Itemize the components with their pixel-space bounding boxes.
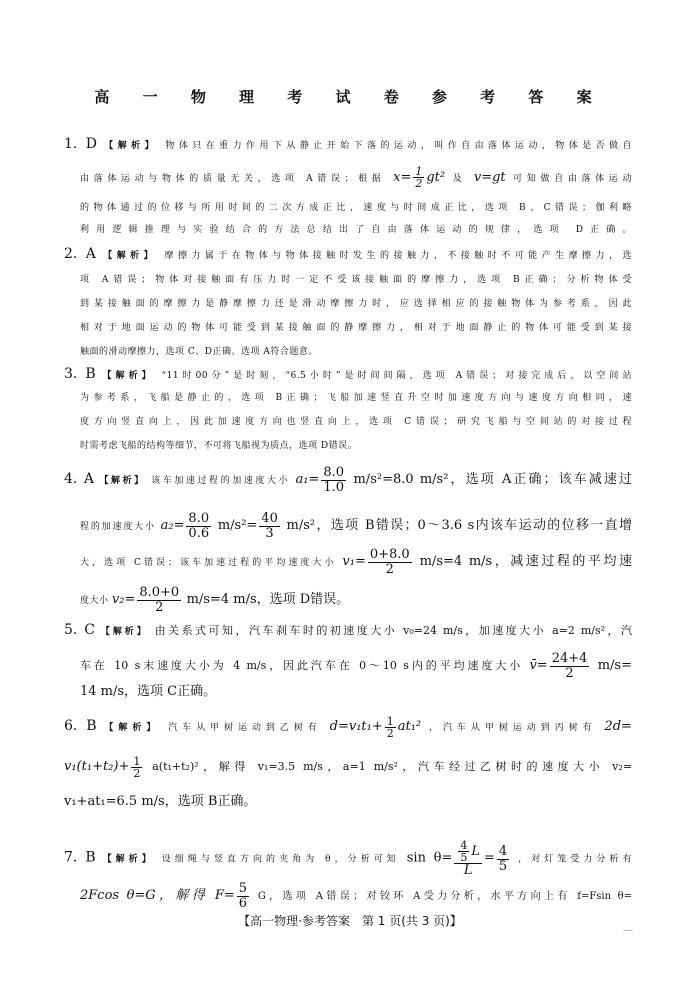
q5-line-1	[64, 622, 632, 640]
q7-number: 7. B	[64, 849, 96, 866]
q2-number: 2. A	[64, 246, 96, 262]
q1-number: 1. D	[64, 136, 97, 152]
q2-line-2: 项 A错误；物体对接触面有压力时一定不受该接触面的摩擦力，选项 B正确；分析物体受	[80, 275, 632, 285]
q2-line-3: 到某接触面的摩擦力是静摩擦力还是滑动摩擦力时，应选择相应的接触物体为参考系，因此	[80, 299, 632, 309]
q3-line-4: 时需考虑飞船的结构等细节，不可将飞船视为质点，选项 D错误。	[80, 441, 358, 451]
q4-text-1b: m/s²=8.0 m/s²，选项 A正确；该车减速过	[353, 472, 632, 487]
q5-number: 5. C	[64, 622, 95, 638]
q5-text-2b: m/s=	[597, 658, 632, 673]
q1-line-3: 的物体通过的位移与所用时间的二次方成正比，速度与时间成正比，选项 B、C错误；伽利略	[80, 203, 632, 213]
q5-fraction: $\frac{24+4}{2}$	[551, 651, 588, 681]
page-title: 高 一 物 理 考 试 卷 参 考 答 案	[94, 88, 606, 106]
q7-fraction-F: $\frac{5}{6}$	[238, 881, 248, 911]
q1-formula-x: x= $\frac{1}{2}$ gt²	[393, 165, 446, 190]
q3-line-1	[64, 366, 632, 384]
q1-text-1: 物体只在重力作用下从静止开始下落的运动，叫作自由落体运动，物体是否做自	[165, 141, 632, 151]
q6-half-1: $\frac{1}{2}$	[386, 715, 394, 740]
q6-line-3	[64, 794, 616, 811]
q7-sin: sin θ=	[406, 850, 453, 866]
q6-text-1a: 汽车从甲树运动到乙树有	[168, 723, 322, 733]
q1-text-2b: 及	[452, 174, 467, 184]
q4-a2: a₂=	[160, 518, 185, 533]
q4-line-2	[80, 512, 632, 541]
q4-text-2b: m/s²=	[217, 518, 258, 533]
q6-formula-1c: 2d=	[604, 719, 632, 734]
page-footer: 【高一物理·参考答案 第 1 页(共 3 页)】	[238, 914, 462, 928]
q1-formula-v: v=gt	[473, 170, 506, 185]
q3-line-3: 度方向竖直向上，因此加速度方向也竖直向上，选项 C错误；研究飞船与空间站的对接过程	[80, 417, 632, 427]
q7-nested-fraction: $\frac{4}{5}$ L L	[454, 840, 482, 878]
q4-text-4b: m/s=4 m/s，选项 D错误。	[186, 592, 350, 607]
q7-line-2	[80, 882, 632, 911]
q7-text-2a: 2Fcos θ=G，解得	[80, 888, 209, 903]
q7-text-1b: ，对灯笼受力分析有	[518, 854, 632, 865]
q6-number: 6. B	[64, 718, 97, 734]
q4-line-4	[80, 586, 632, 615]
q1-line-1	[64, 136, 632, 154]
q4-text-2a: 程的加速度大小	[80, 522, 156, 532]
q6-line-2	[64, 756, 632, 779]
q5-text-2a: 车在 10 s末速度大小为 4 m/s，因此汽车在 0～10 s内的平均速度大小	[80, 659, 524, 672]
q4-text-1a: 该车加速过程的加速度大小	[151, 476, 291, 486]
q6-half-2: $\frac{1}{2}$	[133, 755, 141, 780]
q7-eq: =	[484, 850, 495, 866]
q3-number: 3. B	[64, 366, 96, 382]
q4-text-3b: m/s=4 m/s，减速过程的平均速	[419, 554, 632, 569]
q6-tag: 【解析】	[104, 723, 161, 733]
q5-text-1: 由关系式可知，汽车刹车时的初速度大小 v₀=24 m/s，加速度大小 a=2 m/s²，汽	[154, 624, 632, 637]
q6-text-3: v₁+at₁=6.5 m/s，选项 B正确。	[64, 794, 257, 809]
q3-line-2: 为参考系，飞船是静止的，选项 B正确；飞船加速竖直升空时加速度方向与速度方向相同，速	[80, 393, 632, 403]
q2-line-5: 触面的滑动摩擦力，选项 C、D正确。选项 A符合题意。	[80, 347, 318, 357]
q1-tag: 【解析】	[104, 141, 159, 151]
q3-tag: 【解析】	[102, 371, 155, 381]
q4-number: 4. A	[64, 471, 94, 487]
q1-line-2	[80, 166, 632, 189]
q4-text-3a: 大，选项 C错误；该车加速过程的平均速度大小	[80, 558, 337, 568]
q4-v2: v₂=	[111, 592, 136, 607]
q4-fraction-4: $\frac{0+8.0}{2}$	[369, 547, 410, 577]
q2-line-4: 相对于地面运动的物体可能受到某接触面的静摩擦力，相对于地面静止的物体可能受到某接	[80, 323, 632, 333]
q4-fraction-2: $\frac{8.0}{0.6}$	[188, 511, 210, 541]
q2-line-1	[64, 246, 632, 264]
q1-text-2a: 由落体运动与物体的质量无关，选项 A错误；根据	[80, 174, 386, 184]
q6-text-2b: a(t₁+t₂)²，解得 v₁=3.5 m/s，a=1 m/s²，汽车经过乙树时的速度大小 v₂=	[152, 760, 632, 773]
q7-fraction-ratio: $\frac{4}{5}$	[498, 843, 508, 874]
q2-text-1: 摩擦力属于在物体与物体接触时发生的接触力，不接触时不可能产生摩擦力，选	[164, 251, 632, 261]
q4-fraction-1: $\frac{8.0}{1.0}$	[323, 465, 345, 495]
q4-fraction-5: $\frac{8.0+0}{2}$	[139, 585, 180, 615]
q7-text-1a: 设细绳与竖直方向的夹角为 θ，分析可知	[161, 854, 400, 865]
q7-F: F=	[214, 888, 235, 903]
q7-line-1	[64, 840, 632, 878]
q4-text-4a: 度大小	[80, 596, 109, 606]
q4-v1: v₁=	[342, 554, 366, 569]
q5-line-2	[80, 652, 632, 681]
q4-a1: a₁=	[295, 472, 320, 487]
q5-text-3: 14 m/s，选项 C正确。	[80, 684, 217, 699]
q4-line-3	[80, 548, 632, 577]
q7-text-2b: G，选项 A错误；对铰环 A受力分析，水平方向上有 f=Fsin θ=	[257, 891, 632, 902]
q4-tag: 【解析】	[99, 476, 146, 486]
q7-tag: 【解析】	[102, 854, 155, 865]
q3-text-1: “11时00分”是时刻，“6.5小时”是时间间隔，选项 A错误；对接完成后，以空间站	[161, 371, 632, 381]
q6-formula-1: d=v₁t₁+	[329, 719, 383, 734]
q4-text-2c: m/s²，选项 B错误；0～3.6 s内该车运动的位移一直增	[286, 518, 632, 533]
q1-line-4: 利用逻辑推理与实验结合的方法总结出了自由落体运动的规律，选项 D正确。	[80, 225, 632, 235]
q6-formula-1b: at₁²	[397, 719, 422, 734]
q4-fraction-3: $\frac{40}{3}$	[261, 511, 278, 541]
q5-tag: 【解析】	[100, 627, 149, 637]
q2-tag: 【解析】	[103, 251, 158, 261]
q6-text-1b: ，汽车从甲树运动到丙树有	[429, 723, 597, 733]
q6-line-1	[64, 716, 632, 739]
q6-text-2a: v₁(t₁+t₂)+	[64, 759, 130, 774]
q4-line-1	[64, 466, 632, 495]
q1-text-2c: 可知做自由落体运动	[513, 174, 632, 184]
q5-vbar: v̄=	[529, 658, 548, 673]
corner-mark: —	[623, 925, 633, 936]
q5-line-3	[80, 684, 632, 701]
